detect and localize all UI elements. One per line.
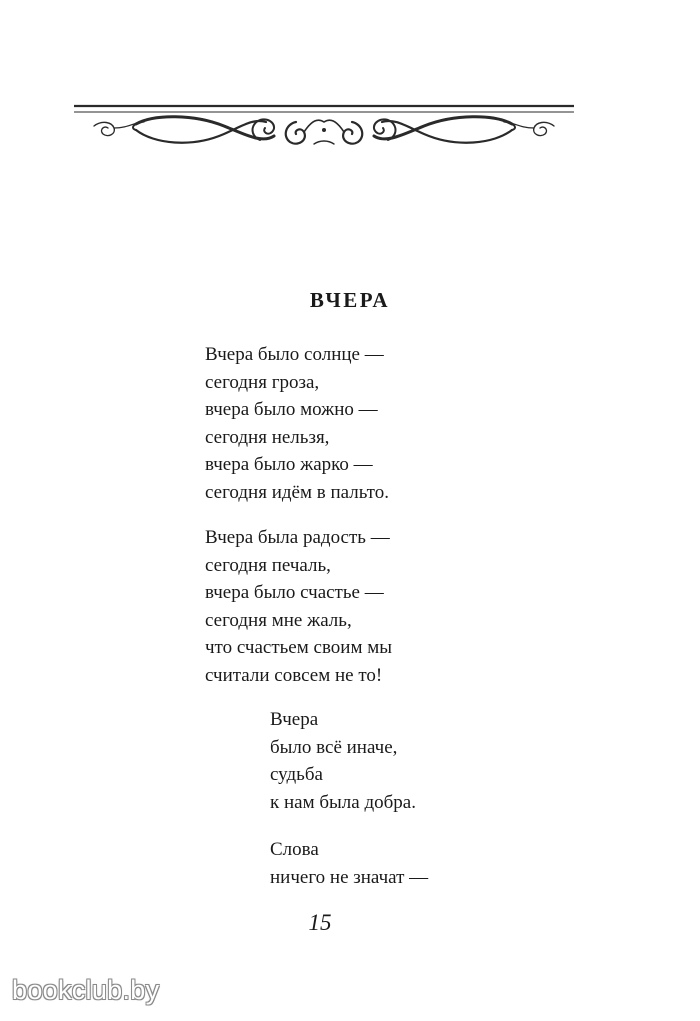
- poem-title: ВЧЕРА: [309, 288, 391, 312]
- stanza-3: [270, 706, 416, 816]
- poem-line: сегодня идём в пальто.: [205, 481, 389, 503]
- poem-line: Слова: [270, 839, 319, 860]
- poem-line: Вчера было солнце —: [205, 344, 384, 365]
- flourish-divider-icon: [74, 100, 574, 162]
- poem-line: ничего не значат —: [270, 866, 429, 888]
- poem-line: что счастьем своим мы: [205, 637, 393, 658]
- watermark-logo: bookclub.by: [12, 975, 160, 1005]
- poem-line: Вчера была радость —: [205, 527, 390, 548]
- poem-line: к нам была добра.: [270, 791, 416, 813]
- poem-line: сегодня печаль,: [205, 554, 331, 576]
- poem-line: вчера было жарко —: [205, 454, 373, 475]
- poem-line: судьба: [270, 764, 323, 785]
- stanza-1: [205, 341, 389, 506]
- poem-line: было всё иначе,: [270, 736, 398, 758]
- poem-line: сегодня гроза,: [205, 371, 320, 393]
- poem-line: сегодня мне жаль,: [205, 609, 352, 631]
- poem-line: Вчера: [270, 709, 319, 730]
- stanza-4: [270, 836, 428, 891]
- poem-line: вчера было можно —: [205, 399, 378, 420]
- poem-line: вчера было счастье —: [205, 582, 384, 603]
- stanza-2: [205, 524, 392, 689]
- poem-line: считали совсем не то!: [205, 664, 383, 686]
- page-number: 15: [308, 910, 332, 935]
- poem-line: сегодня нельзя,: [205, 426, 330, 448]
